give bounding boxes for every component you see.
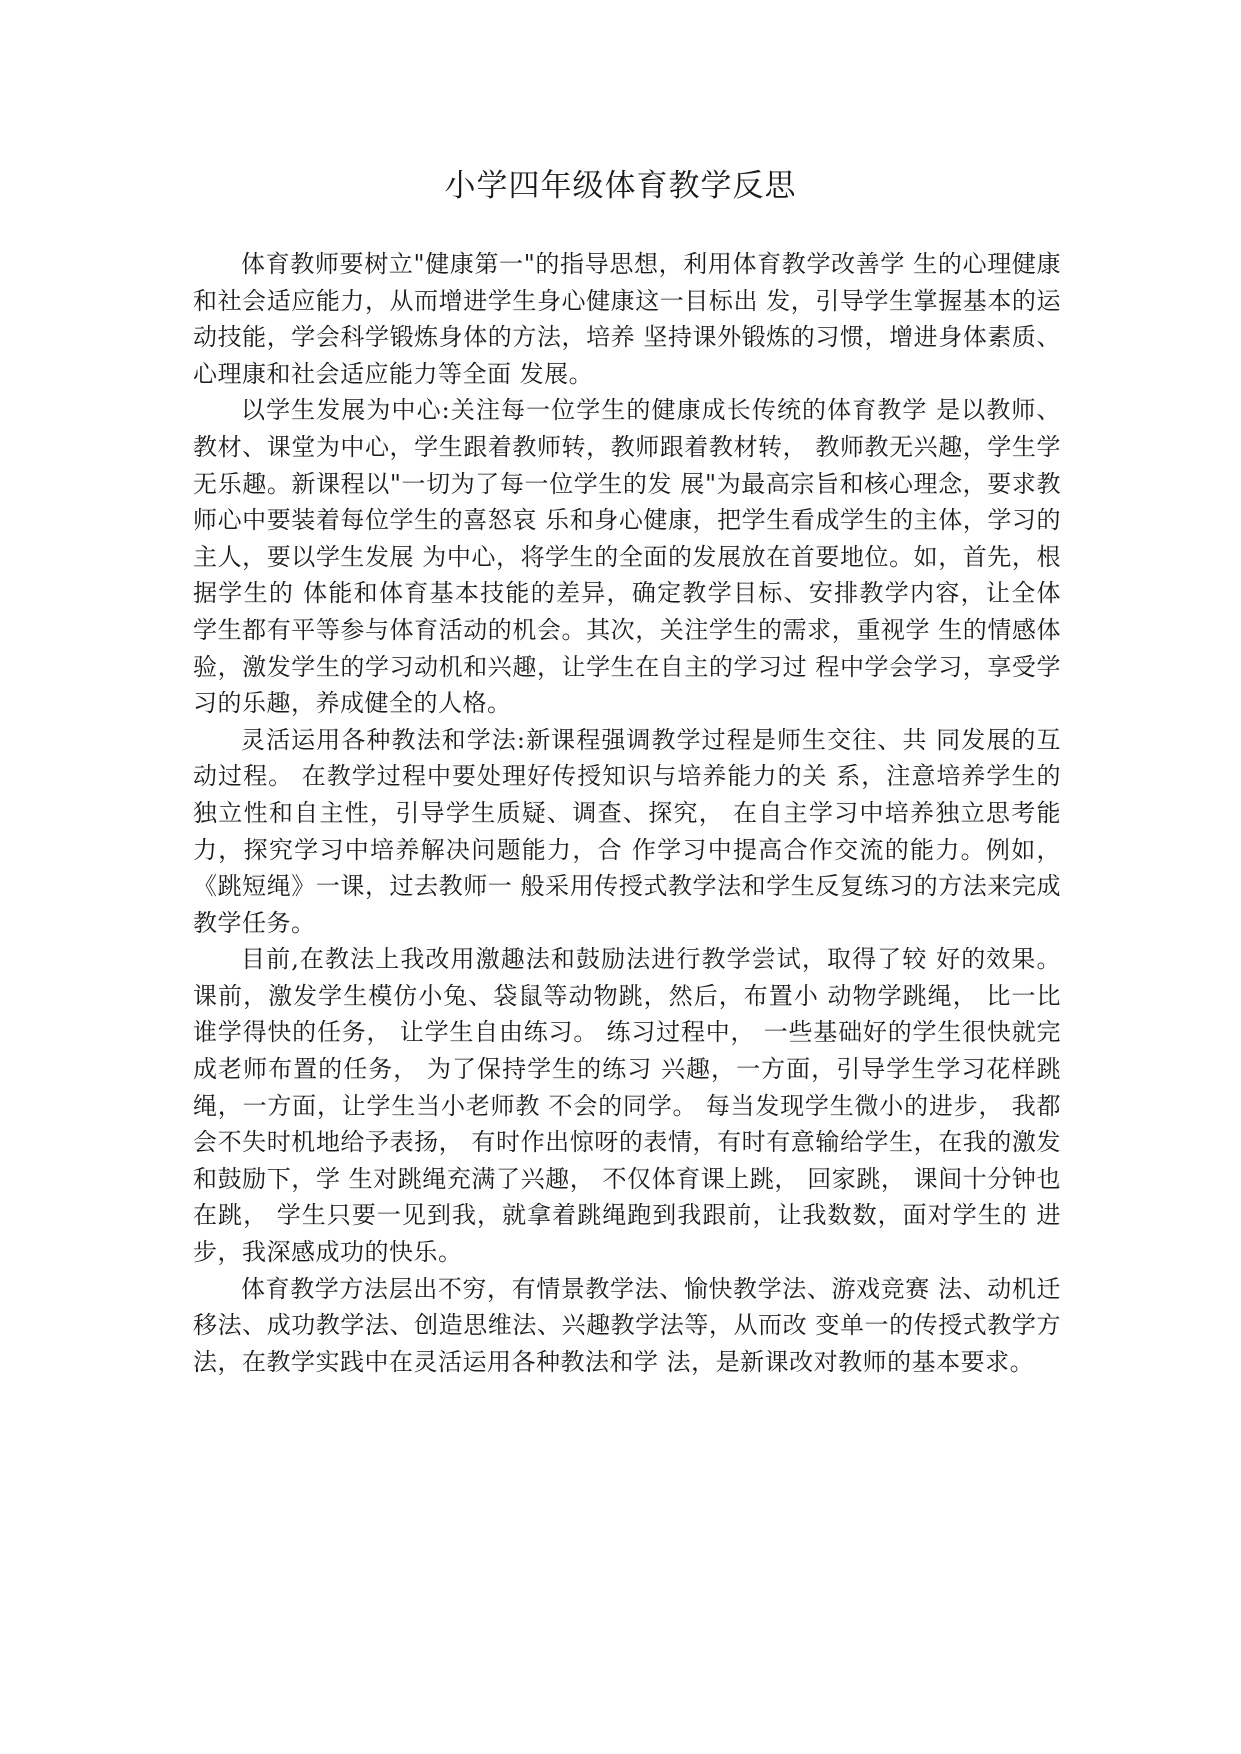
paragraph-student-centered: 以学生发展为中心:关注每一位学生的健康成长传统的体育教学 是以教师、教材、课堂为中心，学生跟着教师转，教师跟着教材转， 教师教无兴趣，学生学无乐趣。新课程以"一切为了每一位学生的发 展"为最高宗旨和核心理念，要求教师心中要装着每位学生的喜怒哀 乐和身心健康，把学生看成学生的主体，学习的主人，要以学生发展 为中心，将学生的全面的发展放在首要地位。如，首先，根据学生的 体能和体育基本技能的差异，确定教学目标、安排教学内容，让全体 学生都有平等参与体育活动的机会。其次，关注学生的需求，重视学 生的情感体验，激发学生的学习动机和兴趣，让学生在自主的学习过 程中学会学习，享受学习的乐趣，养成健全的人格。 [193, 396, 1061, 718]
paragraph-conclusion: 体育教学方法层出不穷，有情景教学法、愉快教学法、游戏竞赛 法、动机迁移法、成功教学法、创造思维法、兴趣教学法等，从而改 变单一的传授式教学方法，在教学实践中在灵活运用各种教法和学 法，是新课改对教师的基本要求。 [193, 1274, 1061, 1376]
paragraph-current-practice: 目前,在教法上我改用激趣法和鼓励法进行教学尝试，取得了较 好的效果。课前，激发学生模仿小兔、袋鼠等动物跳，然后，布置小 动物学跳绳， 比一比谁学得快的任务， 让学生自由练习。 练习过程中， 一些基础好的学生很快就完成老师布置的任务， 为了保持学生的练习 兴趣，一方面，引导学生学习花样跳绳，一方面，让学生当小老师教 不会的同学。 每当发现学生微小的进步， 我都会不失时机地给予表扬， 有时作出惊呀的表情，有时有意输给学生，在我的激发和鼓励下，学 生对跳绳充满了兴趣， 不仅体育课上跳， 回家跳， 课间十分钟也在跳， 学生只要一见到我，就拿着跳绳跑到我跟前，让我数数，面对学生的 进步，我深感成功的快乐。 [193, 945, 1061, 1267]
document-title: 小学四年级体育教学反思 [444, 168, 797, 204]
paragraph-health-first: 体育教师要树立"健康第一"的指导思想，利用体育教学改善学 生的心理健康和社会适应能力，从而增进学生身心健康这一目标出 发，引导学生掌握基本的运动技能，学会科学锻炼身体的方法，培养 坚持课外锻炼的习惯，增进身体素质、心理康和社会适应能力等全面 发展。 [193, 250, 1061, 388]
document-body [193, 246, 1061, 1380]
paragraph-flexible-methods: 灵活运用各种教法和学法:新课程强调教学过程是师生交往、共 同发展的互动过程。 在教学过程中要处理好传授知识与培养能力的关 系，注意培养学生的独立性和自主性，引导学生质疑、调查、探究， 在自主学习中培养独立思考能力，探究学习中培养解决问题能力，合 作学习中提高合作交流的能力。例如，《跳短绳》一课，过去教师一 般采用传授式教学法和学生反复练习的方法来完成教学任务。 [193, 725, 1061, 937]
